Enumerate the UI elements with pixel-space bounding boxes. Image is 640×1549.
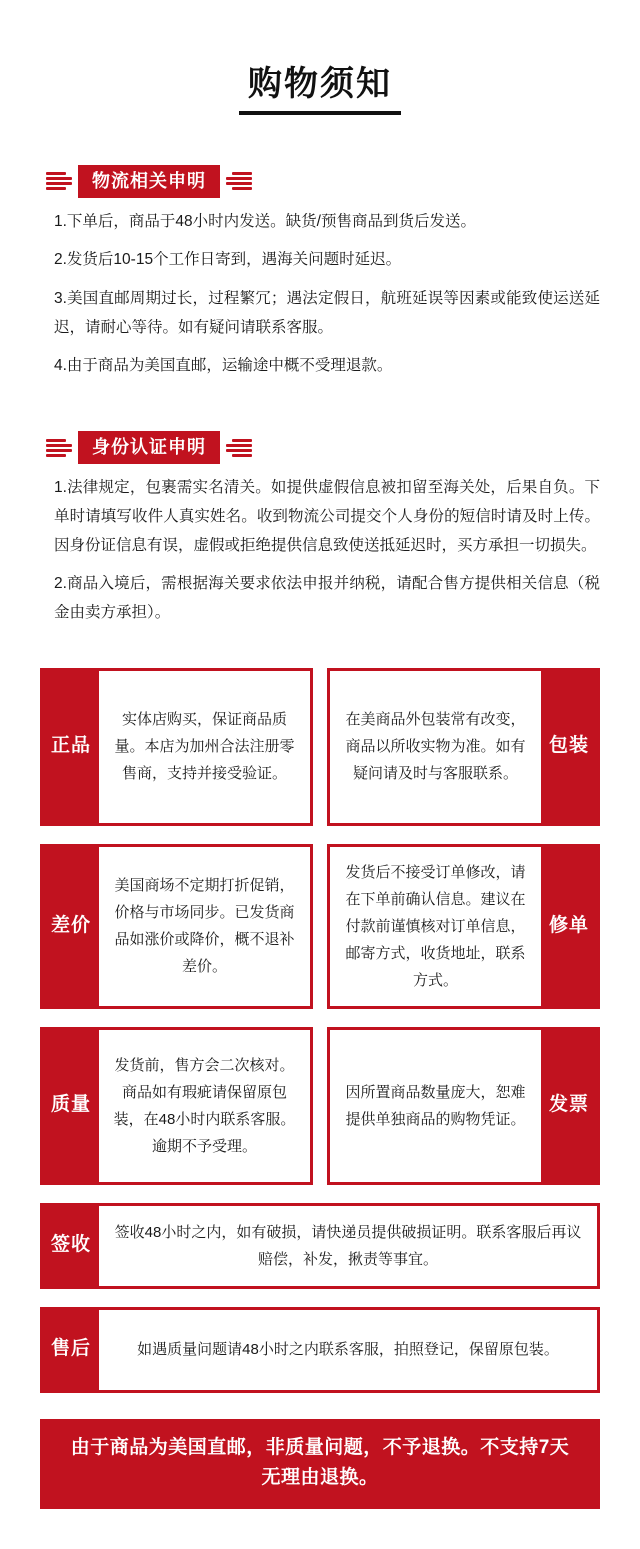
term-tag-packaging: 包装 [541,671,597,823]
term-card-after-sales [40,1307,600,1393]
term-text-invoice: 因所置商品数量庞大，恕难提供单独商品的购物凭证。 [345,1083,526,1128]
logistics-paragraph-4: 4.由于商品为美国直邮，运输途中概不受理退款。 [54,357,393,375]
logistics-paragraph-3: 3.美国直邮周期过长，过程繁冗；遇法定假日，航班延误等因素或能致使运送延迟，请耐心等待。如有疑问请联系客服。 [54,290,600,336]
term-card-packaging [327,668,600,826]
term-card-receipt [40,1203,600,1289]
title-underline [239,111,401,115]
logistics-paragraph-2: 2.发货后10-15个工作日寄到，遇海关问题时延迟。 [54,251,402,269]
ornament-right-icon [226,170,252,192]
footer-banner: 由于商品为美国直邮，非质量问题，不予退换。不支持7天无理由退换。 [40,1419,600,1510]
term-text-order-modification: 发货后不接受订单修改，请在下单前确认信息。建议在付款前谨慎核对订单信息，邮寄方式，收货地址，联系方式。 [345,863,526,989]
term-card-authenticity [40,668,313,826]
ornament-left-icon [46,170,72,192]
term-tag-receipt: 签收 [43,1206,99,1286]
term-text-packaging: 在美商品外包装常有改变，商品以所收实物为准。如有疑问请及时与客服联系。 [345,711,526,783]
term-text-receipt: 签收48小时之内，如有破损，请快递员提供破损证明。联系客服后再议赔偿，补发，揪责等事宜。 [114,1223,582,1268]
term-card-invoice [327,1027,600,1185]
term-text-price-difference: 美国商场不定期打折促销，价格与市场同步。已发货商品如涨价或降价，概不退补差价。 [114,877,295,976]
term-tag-after-sales: 售后 [43,1310,99,1390]
term-tag-price-difference: 差价 [43,847,99,1006]
section-title-logistics: 物流相关申明 [78,165,220,198]
term-text-authenticity: 实体店购买，保证商品质量。本店为加州合法注册零售商，支持并接受验证。 [114,711,295,783]
term-tag-order-modification: 修单 [541,847,597,1006]
identity-paragraph-2: 2.商品入境后，需根据海关要求依法申报并纳税，请配合售方提供相关信息（税金由卖方承担）。 [54,575,600,621]
term-card-quality [40,1027,313,1185]
logistics-paragraph-1: 1.下单后，商品于48小时内发送。缺货/预售商品到货后发送。 [54,212,476,230]
term-tag-invoice: 发票 [541,1030,597,1182]
term-card-order-modification [327,844,600,1009]
section-header-logistics [40,165,600,198]
term-text-after-sales: 如遇质量问题请48小时之内联系客服，拍照登记，保留原包装。 [137,1341,559,1359]
term-tag-authenticity: 正品 [43,671,99,823]
page-title: 购物须知 [248,65,392,103]
term-card-price-difference [40,844,313,1009]
section-title-identity: 身份认证申明 [78,431,220,464]
section-header-identity [40,431,600,464]
terms-grid [40,668,600,1393]
term-tag-quality: 质量 [43,1030,99,1182]
ornament-right-icon [226,437,252,459]
ornament-left-icon [46,437,72,459]
identity-paragraph-1: 1.法律规定，包裹需实名清关。如提供虚假信息被扣留至海关处，后果自负。下单时请填写收件人真实姓名。收到物流公司提交个人身份的短信时请及时上传。因身份证信息有误，虚假或拒绝提供信息致使送抵延迟时，买方承担一切损失。 [54,479,600,554]
term-text-quality: 发货前，售方会二次核对。商品如有瑕疵请保留原包装，在48小时内联系客服。逾期不予受理。 [113,1056,296,1155]
